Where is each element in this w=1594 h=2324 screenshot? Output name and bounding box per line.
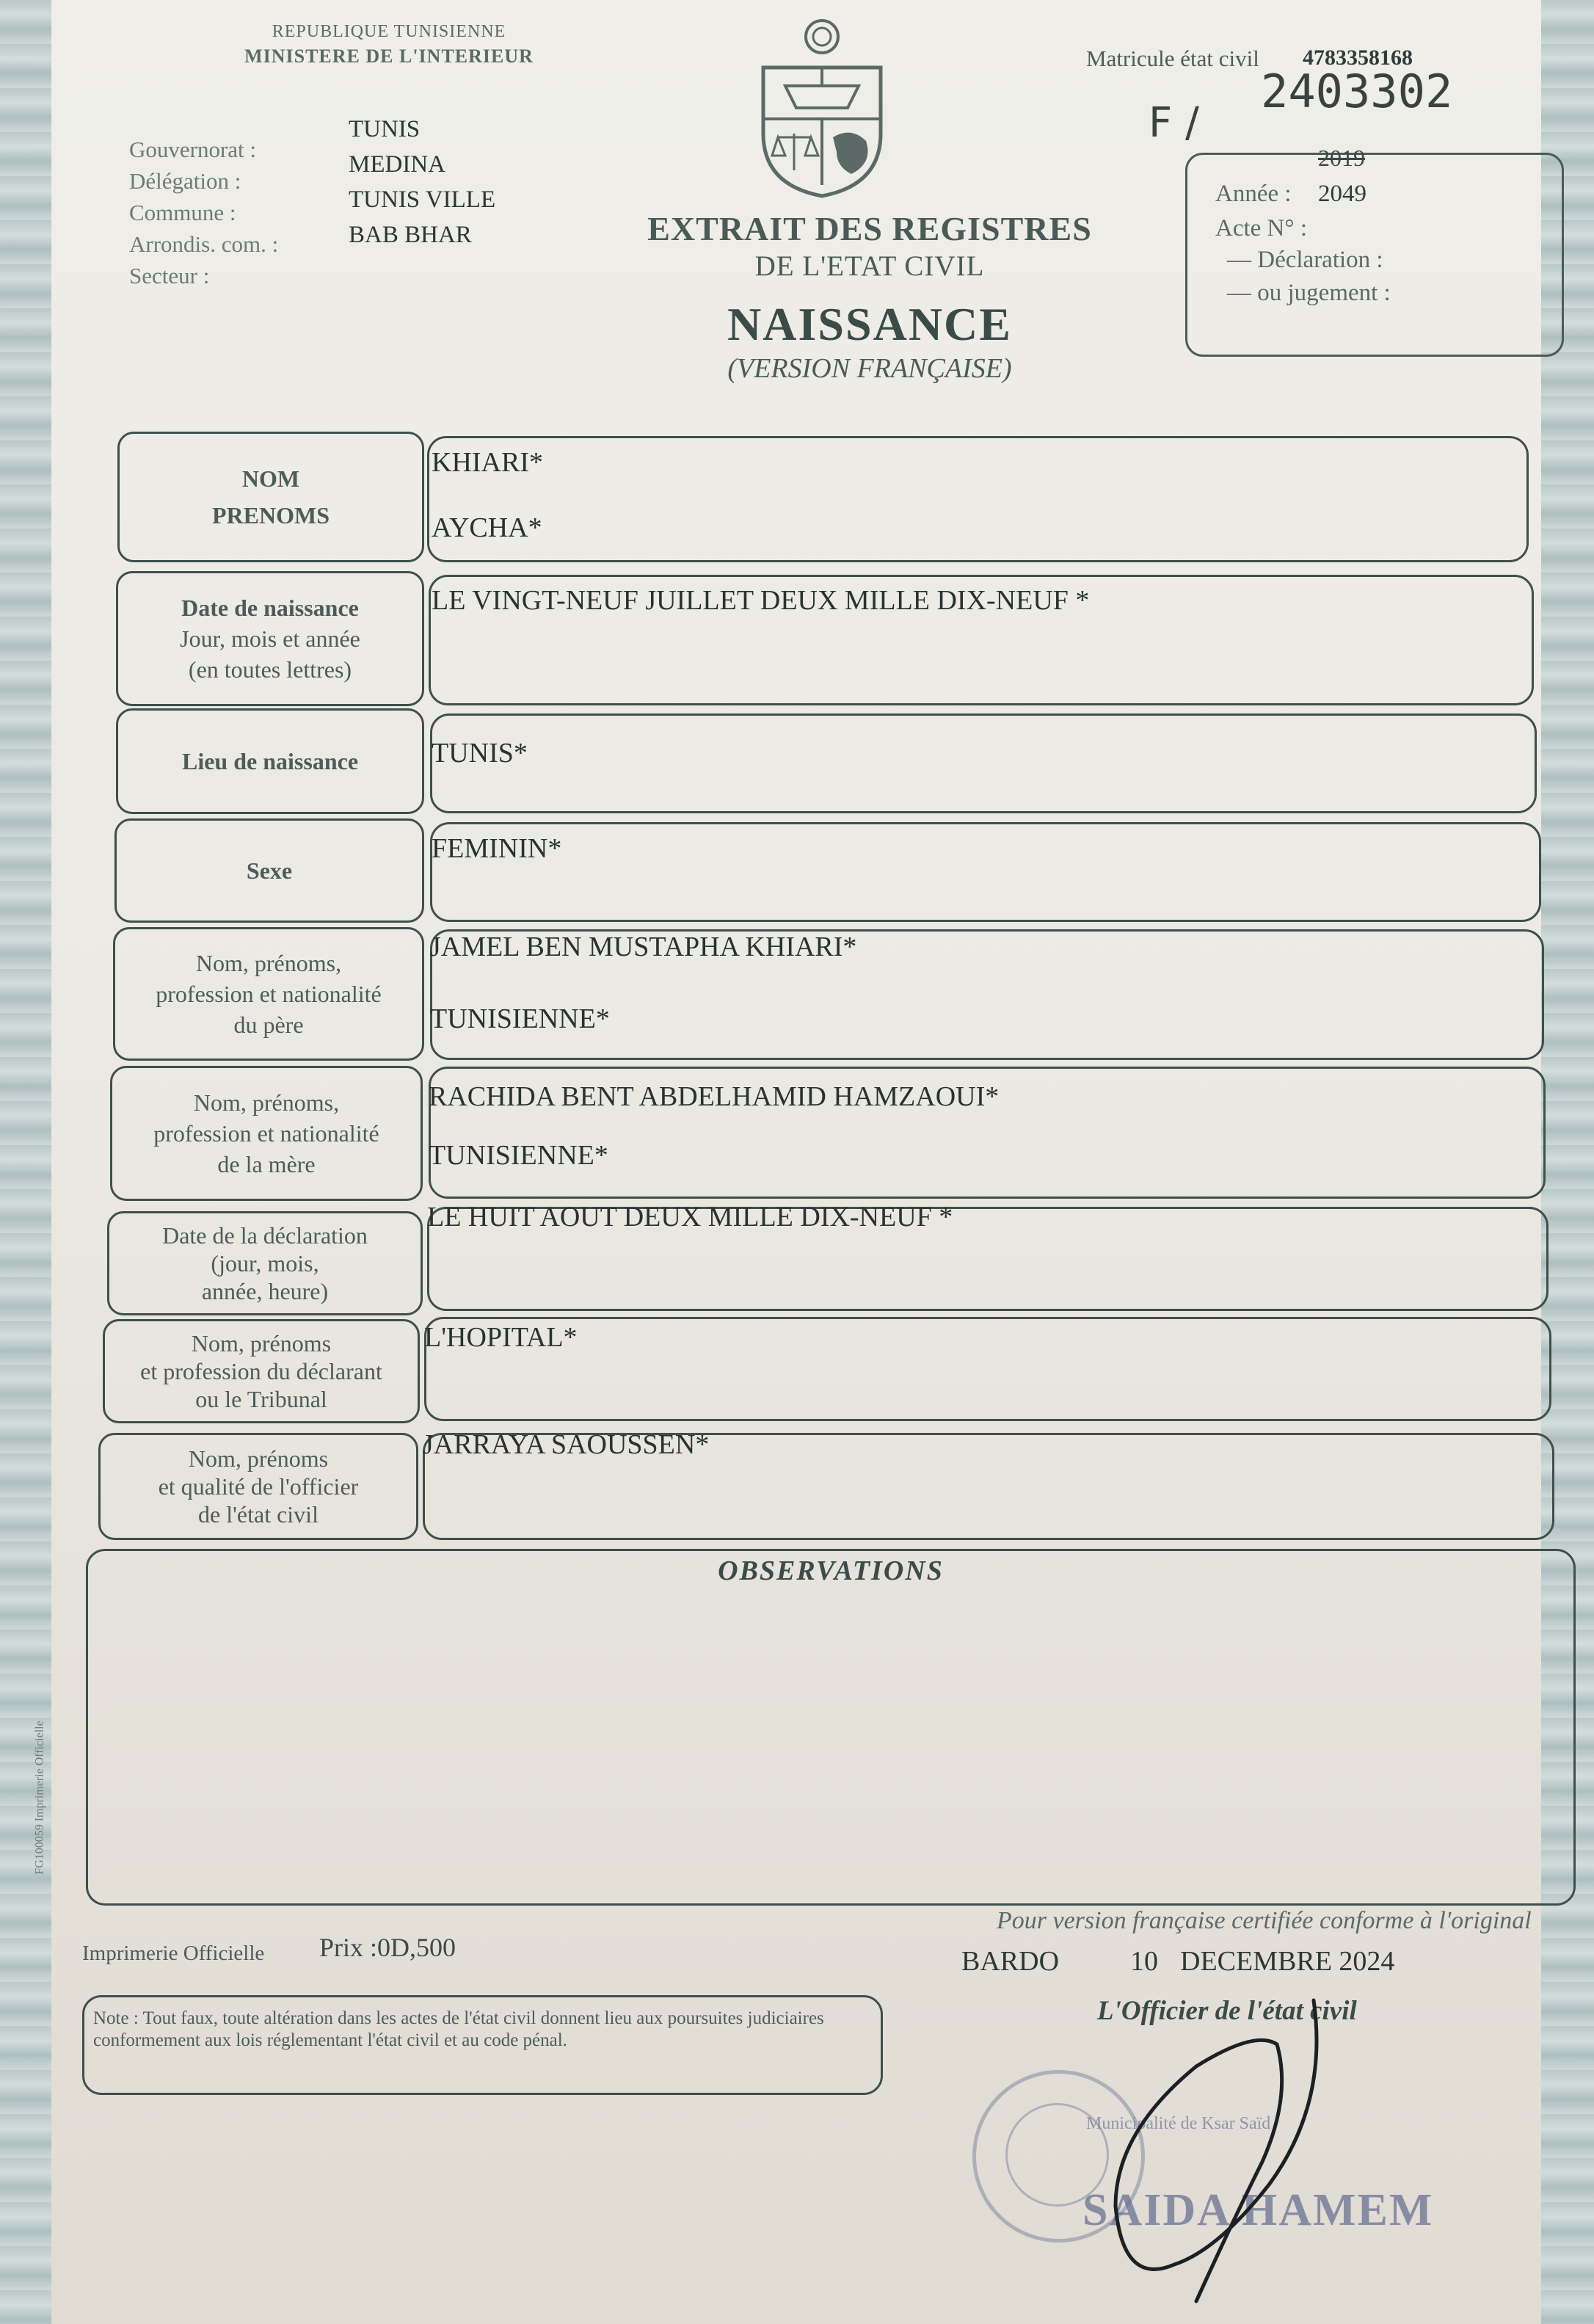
lieu-naissance-value-box — [430, 713, 1537, 813]
label-gouvernorat: Gouvernorat : — [129, 137, 257, 162]
issue-day: 10 — [1130, 1946, 1158, 1977]
acte-label: Acte N° : — [1215, 215, 1307, 242]
birth-certificate-document — [33, 0, 1541, 2324]
declaration-date-label-box — [107, 1211, 423, 1315]
mere-label-3: de la mère — [217, 1151, 316, 1177]
sexe-label: Sexe — [246, 857, 293, 884]
observations-box — [86, 1549, 1576, 1906]
note-text: Note : Tout faux, toute altération dans les actes de l'état civil donnent lieu aux poursuites judiciaires conformement aux lois réglementant l'état civil et au code pénal. — [93, 2008, 824, 2050]
officier-label-3: de l'état civil — [198, 1501, 319, 1528]
tunisia-coat-of-arms-icon — [756, 16, 888, 200]
officier-value: JARRAYA SAOUSSEN* — [423, 1429, 710, 1460]
pere-nom-value: JAMEL BEN MUSTAPHA KHIARI* — [430, 932, 857, 962]
annee-value: 2049 — [1318, 181, 1366, 207]
mere-label-box — [110, 1066, 423, 1201]
nom-value: KHIARI* — [432, 447, 543, 478]
annee-overprint: 2019 — [1318, 145, 1365, 171]
nom-prenoms-value-box — [427, 436, 1529, 562]
location-values — [349, 112, 495, 253]
value-arrondissement: BAB BHAR — [349, 222, 472, 248]
title-naissance: NAISSANCE — [727, 298, 1012, 350]
prenoms-label: PRENOMS — [212, 502, 330, 529]
title-version: (VERSION FRANÇAISE) — [727, 353, 1012, 384]
matricule-label: Matricule état civil — [1086, 46, 1259, 71]
officier-label-box — [98, 1433, 418, 1540]
observations-title: OBSERVATIONS — [718, 1555, 944, 1586]
officier-label-1: Nom, prénoms — [188, 1445, 329, 1472]
annee-label: Année : — [1215, 181, 1292, 207]
lieu-naissance-label-box — [116, 708, 424, 814]
title-extrait: EXTRAIT DES REGISTRES — [647, 210, 1092, 247]
pere-label-2: profession et nationalité — [156, 981, 382, 1007]
declarant-value: L'HOPITAL* — [424, 1322, 578, 1353]
date-naissance-value: LE VINGT-NEUF JUILLET DEUX MILLE DIX-NEUF * — [432, 585, 1090, 616]
mere-label-1: Nom, prénoms, — [193, 1089, 340, 1116]
prenoms-value: AYCHA* — [432, 512, 542, 543]
label-commune: Commune : — [129, 200, 236, 225]
file-prefix: F / — [1149, 99, 1199, 147]
serial-number: 2403302 — [1261, 65, 1453, 118]
value-gouvernorat: TUNIS — [349, 116, 421, 142]
stamp-municipality-text: Municipalité de Ksar Saïd — [1086, 2114, 1271, 2133]
pere-label-3: du père — [233, 1012, 304, 1038]
sexe-label-box — [114, 818, 424, 923]
republique-header: REPUBLIQUE TUNISIENNE — [272, 22, 506, 41]
date-naissance-label: Date de naissance — [181, 595, 359, 621]
pere-label-box — [113, 927, 424, 1061]
lieu-naissance-value: TUNIS* — [432, 738, 528, 769]
location-labels — [129, 134, 278, 291]
sexe-value-box — [430, 822, 1541, 922]
matricule-value: 4783358168 — [1303, 46, 1413, 70]
certification-text: Pour version française certifiée conforme à l'original — [997, 1907, 1532, 1934]
label-secteur: Secteur : — [129, 263, 210, 288]
declaration-date-value: LE HUIT AOUT DEUX MILLE DIX-NEUF * — [427, 1202, 953, 1232]
pere-nationalite-value: TUNISIENNE* — [430, 1003, 610, 1034]
pere-label-1: Nom, prénoms, — [195, 950, 342, 976]
declarant-label-1: Nom, prénoms — [191, 1330, 332, 1357]
value-delegation: MEDINA — [349, 151, 445, 178]
paper-border-left — [0, 0, 51, 2324]
ministere-header: MINISTERE DE L'INTERIEUR — [244, 46, 534, 67]
officier-label-2: et qualité de l'officier — [158, 1473, 359, 1500]
issue-place: BARDO — [961, 1946, 1060, 1977]
prix-label: Prix :0D,500 — [319, 1933, 456, 1962]
nom-prenoms-label-box — [117, 432, 424, 562]
mere-nom-value: RACHIDA BENT ABDELHAMID HAMZAOUI* — [429, 1081, 1000, 1112]
declarant-label-3: ou le Tribunal — [195, 1386, 327, 1412]
nom-label: NOM — [241, 465, 300, 492]
stamp-officer-name: SAIDA HAMEM — [1082, 2185, 1434, 2235]
date-naissance-label-box — [116, 571, 424, 706]
declaration-date-label-1: Date de la déclaration — [162, 1222, 368, 1249]
signature-icon — [1093, 1986, 1336, 2309]
label-arrondissement: Arrondis. com. : — [129, 231, 279, 257]
sexe-value: FEMININ* — [432, 833, 562, 864]
title-etat-civil: DE L'ETAT CIVIL — [754, 250, 985, 282]
date-naissance-sublabel-2: (en toutes lettres) — [188, 656, 352, 683]
declarant-label-2: et profession du déclarant — [140, 1358, 382, 1384]
acte-box — [1185, 145, 1564, 357]
mere-nationalite-value: TUNISIENNE* — [429, 1140, 608, 1171]
imprimerie-label: Imprimerie Officielle — [82, 1942, 265, 1965]
date-naissance-sublabel-1: Jour, mois et année — [180, 625, 360, 652]
label-delegation: Délégation : — [129, 168, 241, 194]
declaration-date-label-2: (jour, mois, — [211, 1250, 319, 1277]
imprimerie-side-code: FG100059 Imprimerie Officielle — [33, 1721, 46, 1875]
officier-title: L'Officier de l'état civil — [1097, 1996, 1357, 2026]
declaration-date-label-3: année, heure) — [201, 1278, 329, 1304]
value-commune: TUNIS VILLE — [349, 186, 496, 213]
declaration-label: — Déclaration : — [1227, 247, 1383, 273]
declarant-value-box — [424, 1317, 1551, 1421]
issue-month-year: DECEMBRE 2024 — [1180, 1946, 1395, 1977]
lieu-naissance-label: Lieu de naissance — [181, 748, 359, 774]
note-box — [82, 1995, 883, 2095]
declarant-label-box — [103, 1319, 420, 1423]
jugement-label: — ou jugement : — [1227, 280, 1391, 306]
mere-label-2: profession et nationalité — [153, 1120, 379, 1147]
